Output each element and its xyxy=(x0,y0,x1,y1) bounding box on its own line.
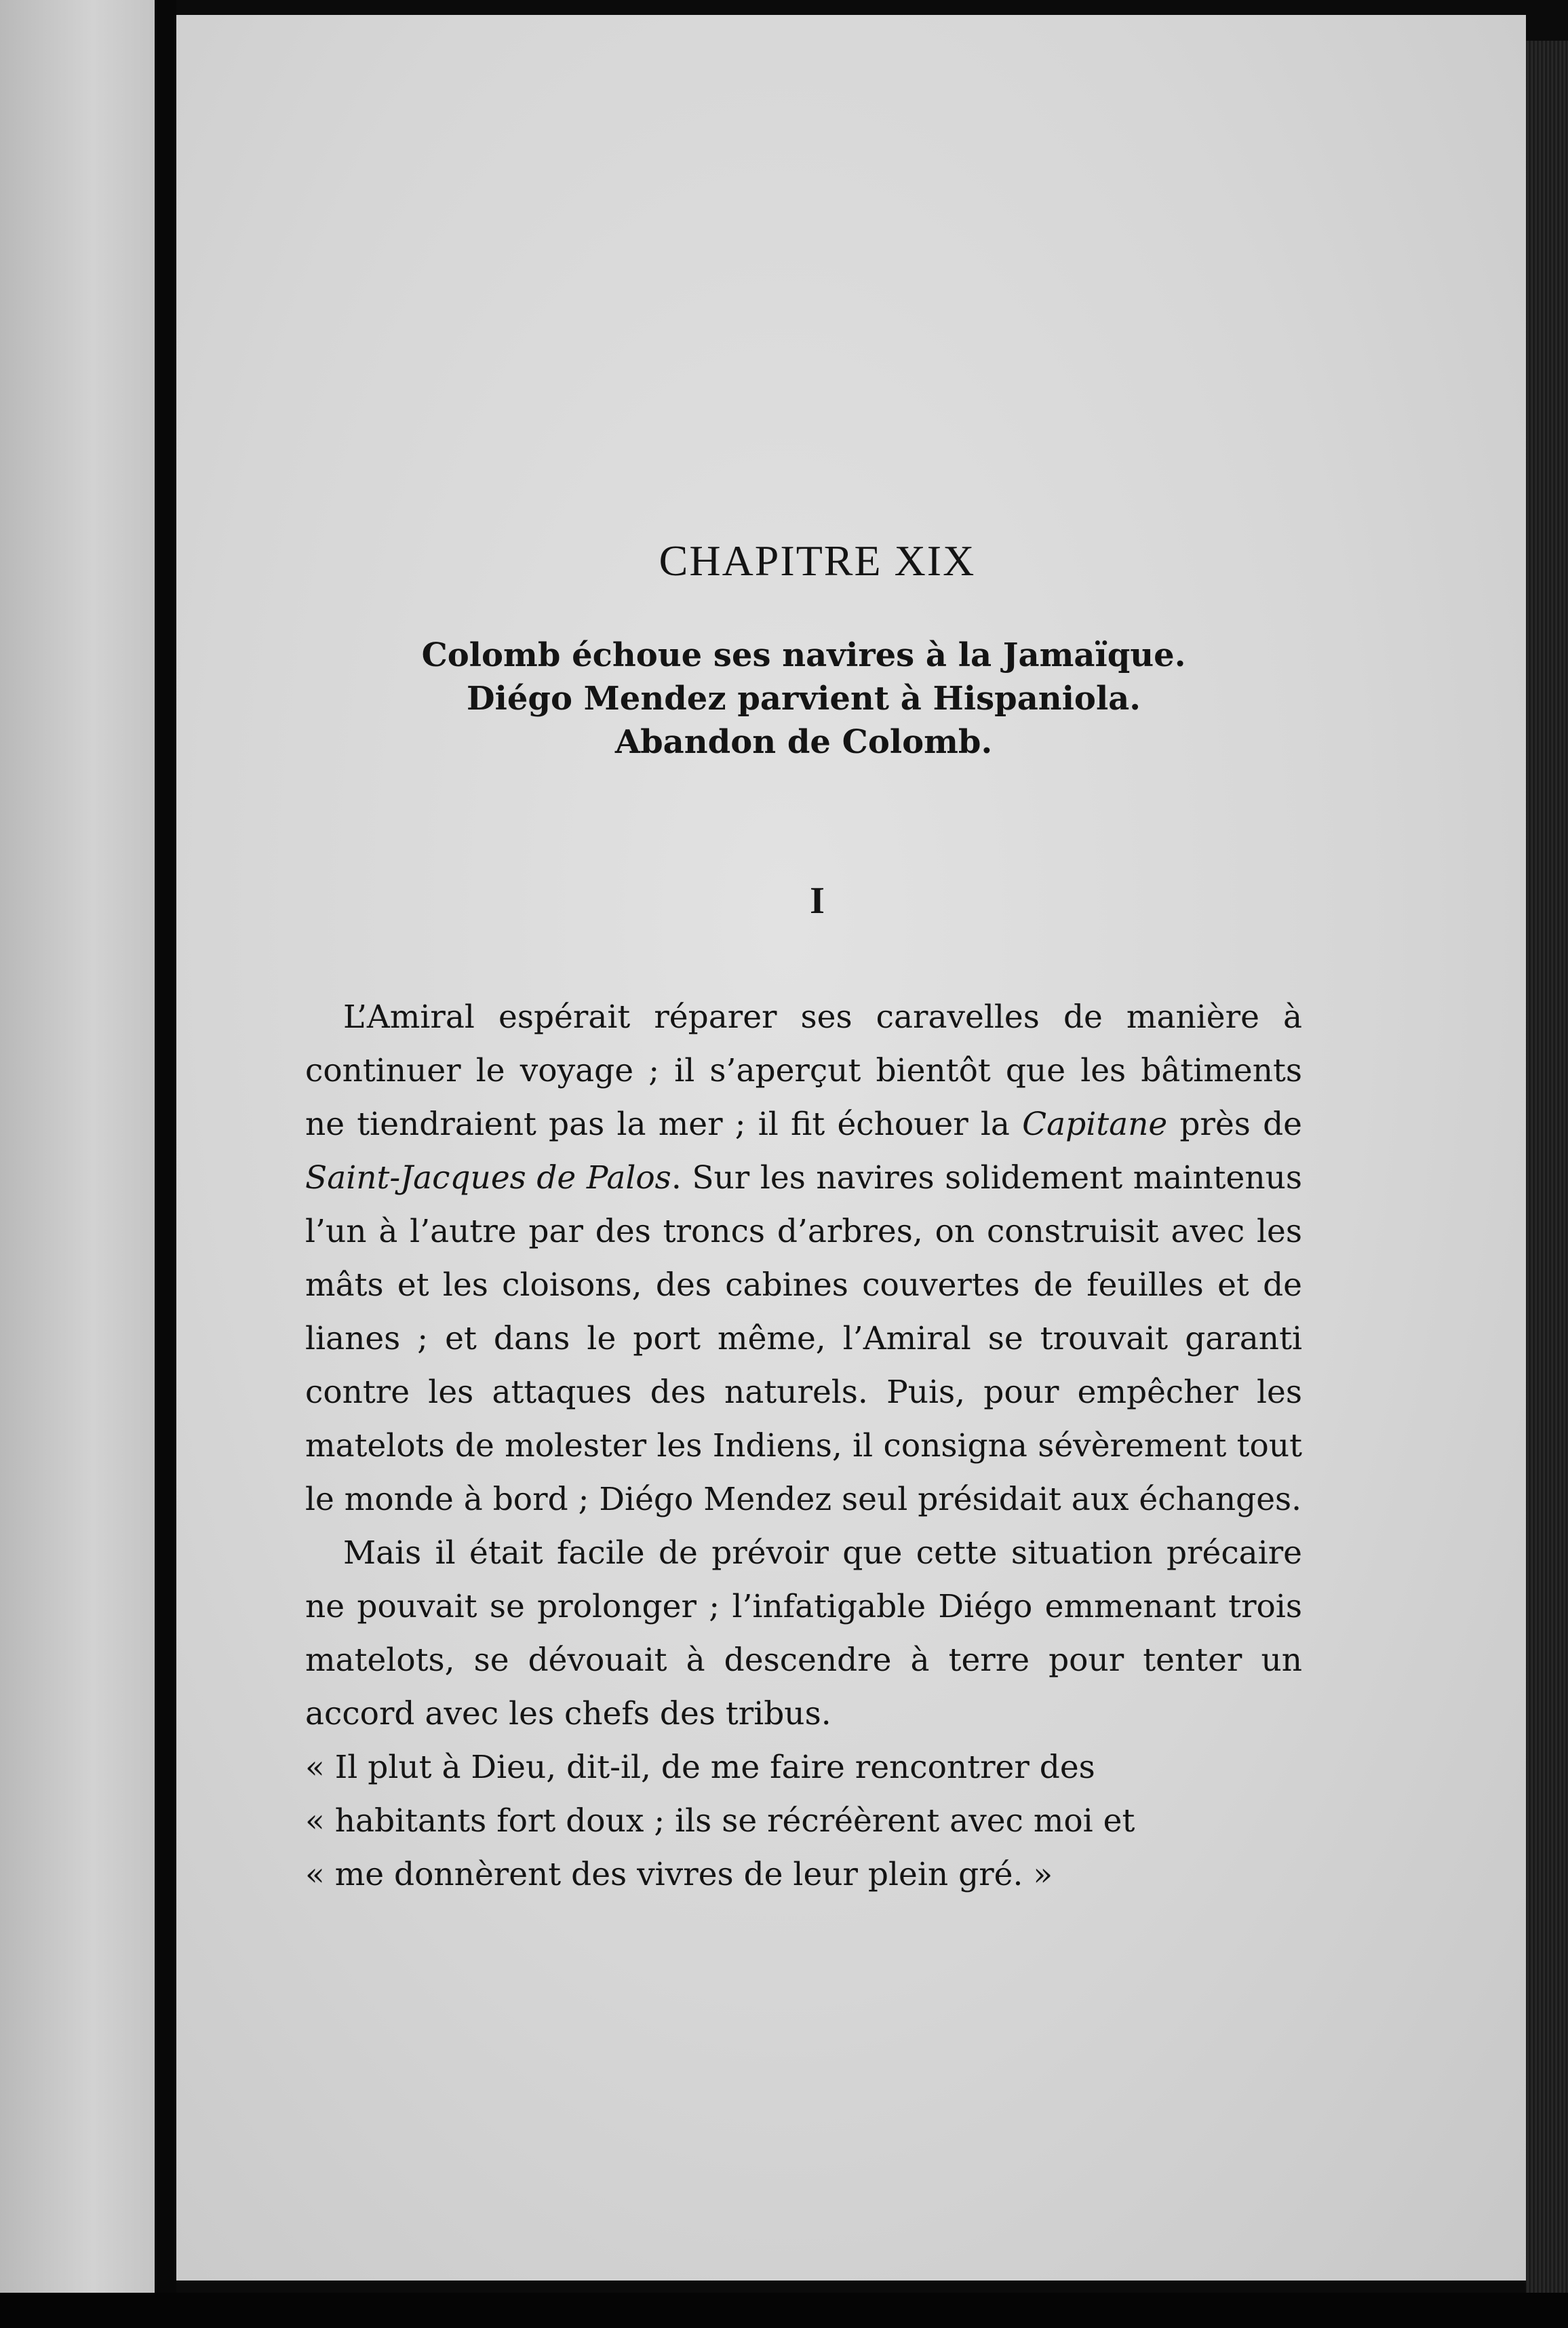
text-run: L’Amiral espérait réparer ses caravelles de manière à continuer le voyage ; il s’aperçut bientôt que les bâtiments ne tiendraient pas la mer ; il fit échouer la xyxy=(305,998,1302,1143)
paragraph: Mais il était facile de prévoir que cette situation précaire ne pouvait se prolonger ; l’infatigable Diégo emmenant trois matelots, se dévouait à descendre à terre pour tenter un accord avec les chefs des tribus. xyxy=(305,1534,1302,1732)
quotation xyxy=(305,1741,1302,1901)
quote-line: « Il plut à Dieu, dit-il, de me faire rencontrer des xyxy=(305,1749,1095,1786)
page-stack-edge xyxy=(1526,41,1568,2300)
place-name: Saint-Jacques de Palos xyxy=(305,1159,671,1197)
page-content xyxy=(305,536,1302,1901)
quote-line: « habitants fort doux ; ils se récréèrent avec moi et xyxy=(305,1802,1135,1840)
paragraph xyxy=(305,990,1302,1526)
text-run: près de xyxy=(1167,1106,1302,1143)
ship-name: Capitane xyxy=(1022,1106,1168,1143)
scan-border xyxy=(0,2293,1568,2328)
facing-page-margin xyxy=(0,0,155,2328)
chapter-number: CHAPITRE XIX xyxy=(659,537,976,585)
section-number: I xyxy=(810,880,825,922)
chapter-title-line: Colomb échoue ses navires à la Jamaïque. xyxy=(421,636,1186,674)
chapter-title xyxy=(305,634,1302,764)
quote-line: « me donnèrent des vivres de leur plein gré. » xyxy=(305,1856,1053,1893)
body-text xyxy=(305,990,1302,1901)
chapter-title-line: Abandon de Colomb. xyxy=(614,723,993,761)
text-run: . Sur les navires solidement maintenus l’un à l’autre par des troncs d’arbres, on construisit avec les mâts et les cloisons, des cabines couvertes de feuilles et de lianes ; et dans le port même, l’Amiral se trouvait garanti contre les attaques des naturels. Puis, pour empêcher les matelots de molester les Indiens, il consigna sévèrement tout le monde à bord ; Diégo Mendez seul présidait aux échanges. xyxy=(305,1159,1302,1518)
book-gutter xyxy=(155,0,176,2328)
chapter-title-line: Diégo Mendez parvient à Hispaniola. xyxy=(466,680,1141,718)
